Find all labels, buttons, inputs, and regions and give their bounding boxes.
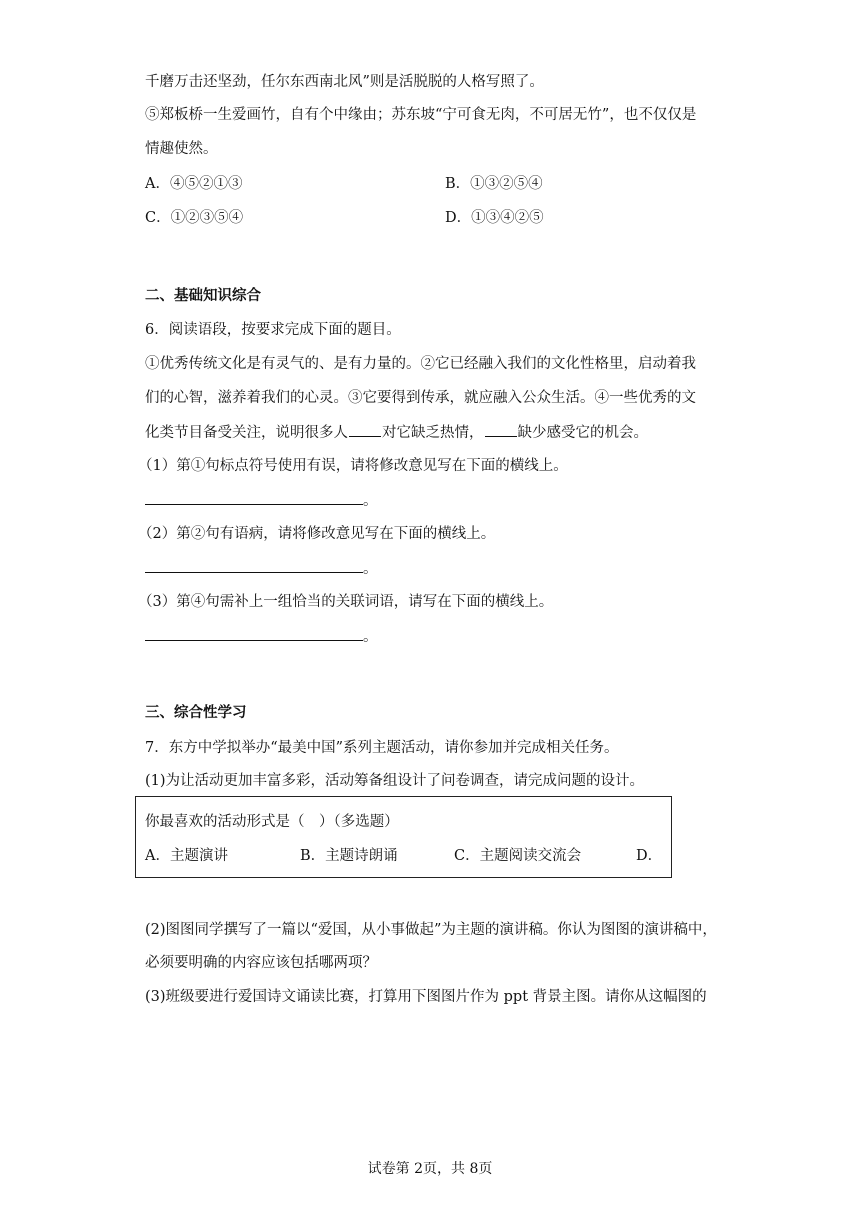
answer-period: 。 xyxy=(363,561,378,577)
q5-text-line-1: 千磨万击还坚劲，任尔东西南北风”则是活脱脱的人格写照了。 xyxy=(145,74,544,90)
q6-sub-question-3: （3）第④句需补上一组恰当的关联词语，请写在下面的横线上。 xyxy=(138,594,554,610)
survey-option-d: D． xyxy=(636,848,663,864)
q6-passage-line-3 xyxy=(145,422,648,443)
answer-row-3 xyxy=(145,626,378,647)
q6-passage-part-c: 缺少感受它的机会。 xyxy=(517,425,648,441)
q6-passage-part-b: 对它缺乏热情， xyxy=(382,425,484,441)
q5-option-b: B．①③②⑤④ xyxy=(445,176,543,192)
q7-part-2-line-1: (2)图图同学撰写了一篇以“爱国，从小事做起”为主题的演讲稿。你认为图图的演讲稿中， xyxy=(145,922,717,938)
q7-stem: 7．东方中学拟举办“最美中国”系列主题活动，请你参加并完成相关任务。 xyxy=(145,740,619,756)
q6-passage-line-1: ①优秀传统文化是有灵气的、是有力量的。②它已经融入我们的文化性格里，启动着我 xyxy=(145,356,696,372)
survey-option-b: B．主题诗朗诵 xyxy=(300,848,398,864)
q7-part-1: (1)为让活动更加丰富多彩，活动筹备组设计了问卷调查，请完成问题的设计。 xyxy=(145,773,645,789)
survey-option-a: A．主题演讲 xyxy=(145,848,228,864)
q5-text-line-3: 情趣使然。 xyxy=(145,141,218,157)
answer-period: 。 xyxy=(363,493,378,509)
answer-line-1[interactable] xyxy=(145,490,363,505)
answer-line-2[interactable] xyxy=(145,558,363,573)
q6-stem: 6．阅读语段，按要求完成下面的题目。 xyxy=(145,322,401,338)
q6-passage-part-a: 化类节目备受关注，说明很多人 xyxy=(145,425,348,441)
q6-passage-line-2: 们的心智，滋养着我们的心灵。③它要得到传承，就应融入公众生活。④一些优秀的文 xyxy=(145,390,696,406)
fill-blank-1[interactable] xyxy=(349,422,381,437)
section-2-title: 二、基础知识综合 xyxy=(145,288,261,304)
survey-option-c: C．主题阅读交流会 xyxy=(454,848,582,864)
answer-line-3[interactable] xyxy=(145,626,363,641)
answer-row-1 xyxy=(145,490,378,511)
section-3-title: 三、综合性学习 xyxy=(145,705,247,721)
page-footer: 试卷第 2页，共 8页 xyxy=(367,1161,493,1177)
q5-text-line-2: ⑤郑板桥一生爱画竹，自有个中缘由；苏东坡“宁可食无肉，不可居无竹”，也不仅仅是 xyxy=(145,107,697,123)
q7-part-3: (3)班级要进行爱国诗文诵读比赛，打算用下图图片作为 ppt 背景主图。请你从这幅图的 xyxy=(145,989,707,1005)
q5-option-c: C．①②③⑤④ xyxy=(145,210,244,226)
q7-part-2-line-2: 必须要明确的内容应该包括哪两项？ xyxy=(145,955,377,971)
fill-blank-2[interactable] xyxy=(485,422,517,437)
q5-option-d: D．①③④②⑤ xyxy=(445,210,544,226)
q6-sub-question-2: （2）第②句有语病，请将修改意见写在下面的横线上。 xyxy=(138,526,496,542)
survey-question: 你最喜欢的活动形式是（ ）（多选题） xyxy=(145,814,399,830)
q5-option-a: A．④⑤②①③ xyxy=(145,176,243,192)
answer-period: 。 xyxy=(363,629,378,645)
q6-sub-question-1: （1）第①句标点符号使用有误，请将修改意见写在下面的横线上。 xyxy=(138,458,568,474)
answer-row-2 xyxy=(145,558,378,579)
